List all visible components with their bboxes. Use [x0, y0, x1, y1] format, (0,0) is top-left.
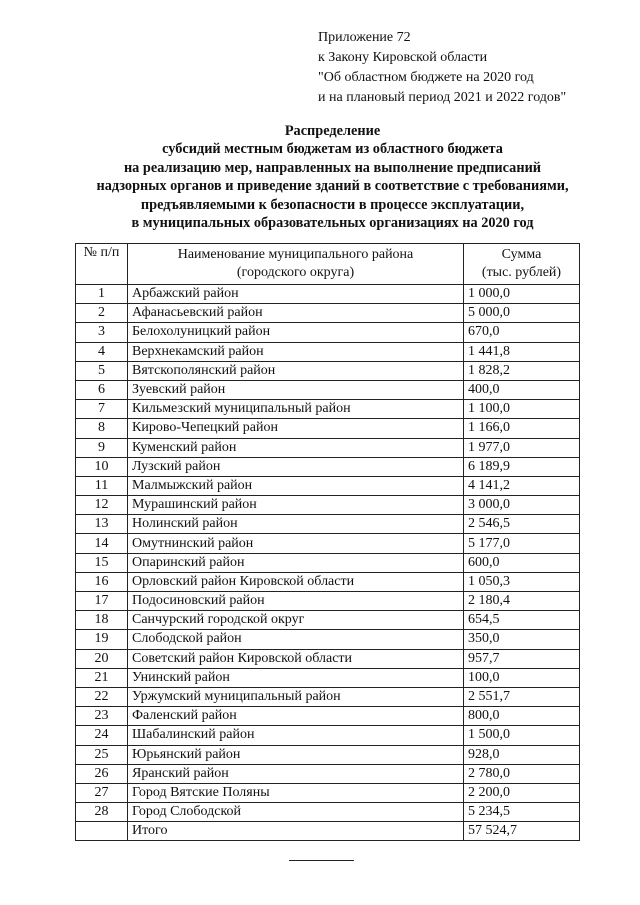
amount: 2 551,7 [464, 687, 580, 706]
amount: 1 050,3 [464, 572, 580, 591]
row-number: 15 [76, 553, 128, 572]
district-name: Яранский район [128, 764, 464, 783]
row-number: 3 [76, 323, 128, 342]
amount: 1 500,0 [464, 726, 580, 745]
table-row [76, 764, 580, 783]
row-number: 2 [76, 304, 128, 323]
amount: 1 166,0 [464, 419, 580, 438]
row-number: 22 [76, 687, 128, 706]
row-number: 6 [76, 380, 128, 399]
amount: 4 141,2 [464, 476, 580, 495]
appendix-header [318, 28, 566, 108]
header-name: Наименование муниципального района (городского округа) [128, 244, 464, 285]
appendix-law-period: и на плановый период 2021 и 2022 годов" [318, 90, 567, 105]
row-number: 4 [76, 342, 128, 361]
title-line: надзорных органов и приведение зданий в соответствие с требованиями, [96, 178, 569, 195]
title-line: субсидий местным бюджетам из областного бюджета [162, 141, 503, 158]
amount: 1 441,8 [464, 342, 580, 361]
row-number: 10 [76, 457, 128, 476]
table-row [76, 553, 580, 572]
district-name: Зуевский район [128, 380, 464, 399]
row-number: 24 [76, 726, 128, 745]
row-number: 23 [76, 707, 128, 726]
row-number: 20 [76, 649, 128, 668]
document-title [60, 122, 605, 232]
row-number: 28 [76, 803, 128, 822]
district-name: Санчурский городской округ [128, 611, 464, 630]
district-name: Юрьянский район [128, 745, 464, 764]
row-number: 7 [76, 400, 128, 419]
table-row [76, 534, 580, 553]
table-row [76, 515, 580, 534]
district-name: Вятскополянский район [128, 361, 464, 380]
amount: 2 546,5 [464, 515, 580, 534]
district-name: Подосиновский район [128, 592, 464, 611]
row-number: 11 [76, 476, 128, 495]
district-name: Орловский район Кировской области [128, 572, 464, 591]
amount: 1 000,0 [464, 285, 580, 304]
row-number: 25 [76, 745, 128, 764]
district-name: Город Слободской [128, 803, 464, 822]
total-row-number [76, 822, 128, 841]
amount: 600,0 [464, 553, 580, 572]
amount: 5 000,0 [464, 304, 580, 323]
amount: 928,0 [464, 745, 580, 764]
district-name: Слободской район [128, 630, 464, 649]
district-name: Опаринский район [128, 553, 464, 572]
amount: 100,0 [464, 668, 580, 687]
district-name: Город Вятские Поляны [128, 783, 464, 802]
amount: 1 828,2 [464, 361, 580, 380]
amount: 670,0 [464, 323, 580, 342]
distribution-table [75, 243, 580, 841]
row-number: 13 [76, 515, 128, 534]
amount: 6 189,9 [464, 457, 580, 476]
district-name: Омутнинский район [128, 534, 464, 553]
row-number: 1 [76, 285, 128, 304]
amount: 5 177,0 [464, 534, 580, 553]
row-number: 8 [76, 419, 128, 438]
row-number: 14 [76, 534, 128, 553]
amount: 2 180,4 [464, 592, 580, 611]
table-row [76, 457, 580, 476]
row-number: 26 [76, 764, 128, 783]
total-district-name: Итого [128, 822, 464, 841]
district-name: Кирово-Чепецкий район [128, 419, 464, 438]
title-line: в муниципальных образовательных организациях на 2020 год [131, 215, 534, 232]
table-row [76, 419, 580, 438]
total-amount: 57 524,7 [464, 822, 580, 841]
table-row [76, 380, 580, 399]
header-number: № п/п [76, 244, 128, 285]
table-row [76, 496, 580, 515]
district-name: Фаленский район [128, 707, 464, 726]
district-name: Советский район Кировской области [128, 649, 464, 668]
table-row [76, 342, 580, 361]
district-name: Афанасьевский район [128, 304, 464, 323]
amount: 350,0 [464, 630, 580, 649]
table-row [76, 304, 580, 323]
table-row [76, 707, 580, 726]
district-name: Уржумский муниципальный район [128, 687, 464, 706]
amount: 800,0 [464, 707, 580, 726]
table-row [76, 630, 580, 649]
district-name: Верхнекамский район [128, 342, 464, 361]
amount: 3 000,0 [464, 496, 580, 515]
district-name: Белохолуницкий район [128, 323, 464, 342]
row-number: 27 [76, 783, 128, 802]
amount: 5 234,5 [464, 803, 580, 822]
row-number: 16 [76, 572, 128, 591]
table-row [76, 323, 580, 342]
district-name: Малмыжский район [128, 476, 464, 495]
appendix-law: к Закону Кировской области [318, 50, 488, 65]
table-row [76, 438, 580, 457]
header-sum: Сумма (тыс. рублей) [464, 244, 580, 285]
row-number: 9 [76, 438, 128, 457]
table-row [76, 476, 580, 495]
title-line: предъявляемыми к безопасности в процессе эксплуатации, [140, 196, 525, 213]
appendix-number: Приложение 72 [318, 30, 411, 45]
row-number: 21 [76, 668, 128, 687]
district-name: Мурашинский район [128, 496, 464, 515]
table-row [76, 572, 580, 591]
table-row [76, 783, 580, 802]
appendix-law-title: "Об областном бюджете на 2020 год [318, 70, 534, 85]
amount: 654,5 [464, 611, 580, 630]
row-number: 17 [76, 592, 128, 611]
table-row [76, 649, 580, 668]
table-row [76, 745, 580, 764]
district-name: Нолинский район [128, 515, 464, 534]
district-name: Куменский район [128, 438, 464, 457]
row-number: 18 [76, 611, 128, 630]
row-number: 19 [76, 630, 128, 649]
amount: 2 200,0 [464, 783, 580, 802]
amount: 1 977,0 [464, 438, 580, 457]
title-line: на реализацию мер, направленных на выполнение предписаний [123, 159, 542, 176]
district-name: Кильмезский муниципальный район [128, 400, 464, 419]
table-row [76, 687, 580, 706]
table-row [76, 668, 580, 687]
district-name: Арбажский район [128, 285, 464, 304]
table-row [76, 726, 580, 745]
table-body [76, 285, 580, 841]
title-line: Распределение [284, 123, 381, 139]
table-row [76, 285, 580, 304]
table-row [76, 400, 580, 419]
table-header-row [76, 244, 580, 285]
amount: 1 100,0 [464, 400, 580, 419]
table-row [76, 592, 580, 611]
table-row [76, 611, 580, 630]
row-number: 5 [76, 361, 128, 380]
amount: 400,0 [464, 380, 580, 399]
row-number: 12 [76, 496, 128, 515]
table-row [76, 803, 580, 822]
district-name: Унинский район [128, 668, 464, 687]
district-name: Шабалинский район [128, 726, 464, 745]
amount: 957,7 [464, 649, 580, 668]
amount: 2 780,0 [464, 764, 580, 783]
district-name: Лузский район [128, 457, 464, 476]
footer-divider [289, 860, 354, 861]
table-row [76, 361, 580, 380]
total-row [76, 822, 580, 841]
